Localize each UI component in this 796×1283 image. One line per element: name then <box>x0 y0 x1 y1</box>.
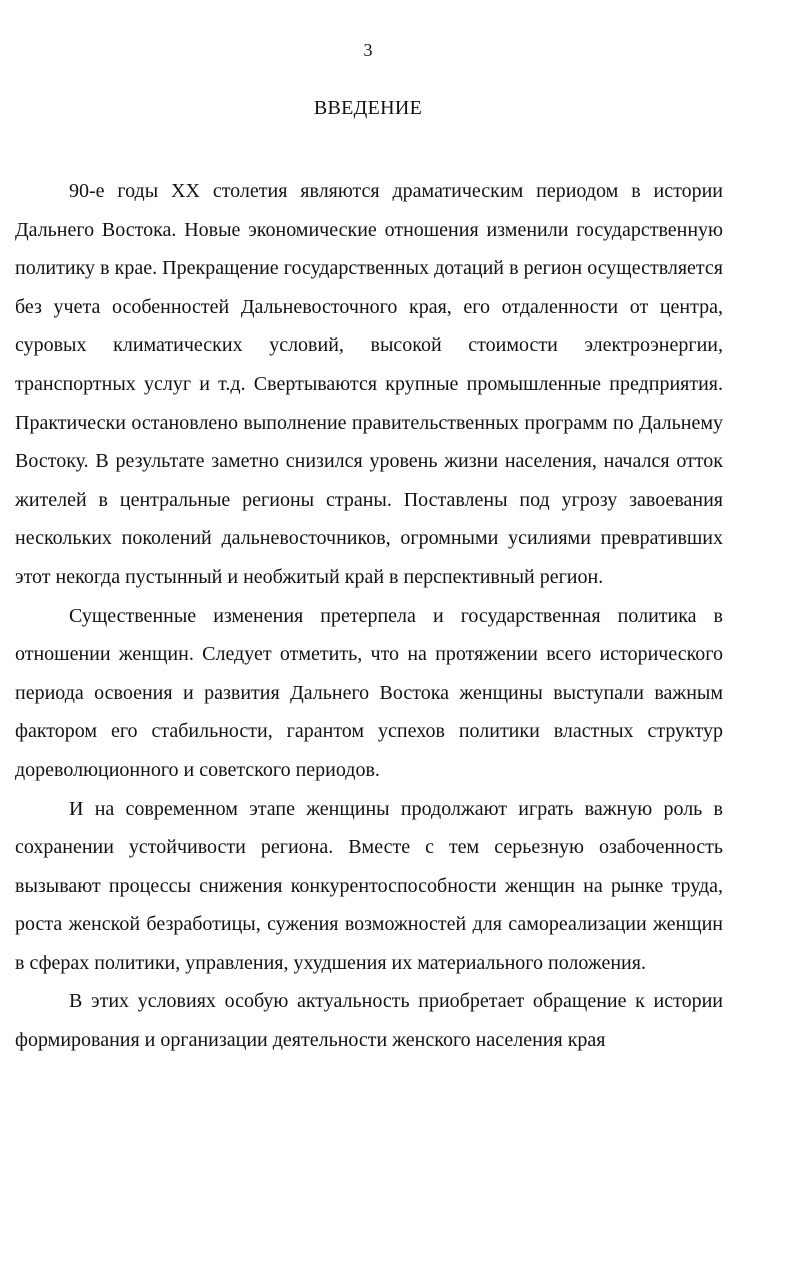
paragraph-4: В этих условиях особую актуальность приобретает обращение к истории формирования и организации деятельности женского населения края <box>15 990 723 1052</box>
paragraph-2: Существенные изменения претерпела и государственная политика в отношении женщин. Следует отметить, что на протяжении всего исторического периода освоения и развития Дальнего Востока женщины выступали важным фактором его стабильности, гарантом успехов политики властных структур дореволюционного и советского периодов. <box>15 604 723 781</box>
paragraph-1: 90-е годы XX столетия являются драматическим периодом в истории Дальнего Востока. Новые экономические отношения изменили государственную политику в крае. Прекращение государственных дотаций в регион осуществляется без учета особенностей Дальневосточного края, его отдаленности от центра, суровых климатических условий, высокой стоимости электроэнергии, транспортных услуг и т.д. Свертываются крупные промышленные предприятия. Практически остановлено выполнение правительственных программ по Дальнему Востоку. В результате заметно снизился уровень жизни населения, начался отток жителей в центральные регионы страны. Поставлены под угрозу завоевания нескольких поколений дальневосточников, огромными усилиями превративших этот некогда пустынный и необжитый край в перспективный регион. <box>15 180 723 588</box>
body-text <box>15 172 723 1060</box>
paragraph-3: И на современном этапе женщины продолжают играть важную роль в сохранении устойчивости региона. Вместе с тем серьезную озабоченность вызывают процессы снижения конкурентоспособности женщин на рынке труда, роста женской безработицы, сужения возможностей для самореализации женщин в сферах политики, управления, ухудшения их материального положения. <box>15 797 723 974</box>
page-title: ВВЕДЕНИЕ <box>313 97 423 119</box>
page-number: 3 <box>363 40 373 60</box>
